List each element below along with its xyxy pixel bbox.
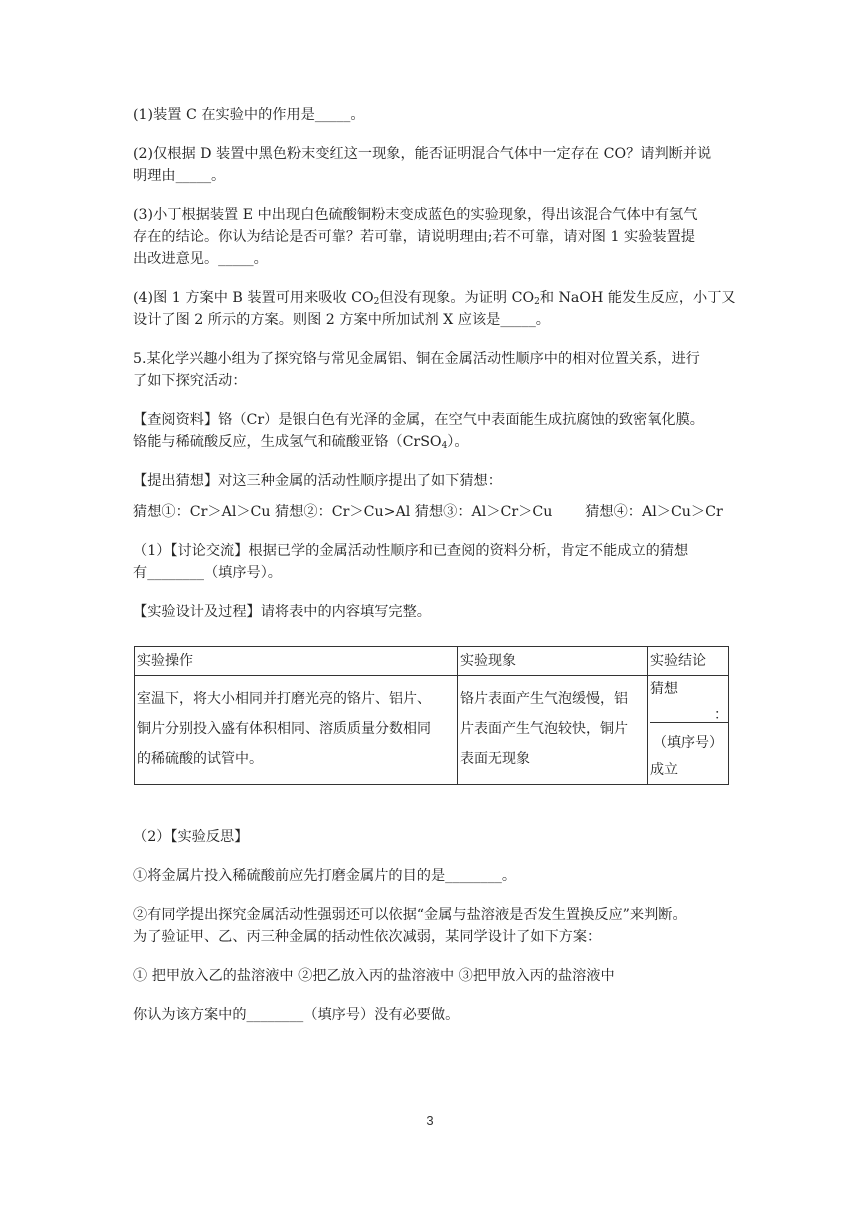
header-phenomenon: 实验现象: [458, 647, 648, 676]
discussion-line-2: 有________（填序号）。: [133, 565, 282, 581]
q4-text-a: (4)图 1 方案中 B 装置可用来吸收 CO: [133, 290, 374, 306]
table-row: [135, 676, 729, 785]
experiment-table: [134, 646, 729, 785]
header-operation: 实验操作: [135, 647, 458, 676]
plan-list: ① 把甲放入乙的盐溶液中 ②把乙放入丙的盐溶液中 ③把甲放入丙的盐溶液中: [133, 968, 615, 984]
hypothesis-title: 【提出猜想】对这三种金属的活动性顺序提出了如下猜想：: [133, 473, 502, 489]
phenomenon-line-3: 表面无现象: [460, 751, 530, 767]
question-3-line-2: 存在的结论。你认为结论是否可靠？若可靠，请说明理由;若不可靠，请对图 1 实验装置提: [133, 229, 695, 245]
phenomenon-cell: [458, 676, 648, 785]
conclusion-hypothesis: 猜想: [650, 681, 678, 697]
operation-cell: [135, 676, 458, 785]
question-1: (1)装置 C 在实验中的作用是_____。: [133, 107, 365, 123]
question-2-line-1: (2)仅根据 D 装置中黑色粉末变红这一现象，能否证明混合气体中一定存在 CO？请判断并说: [133, 146, 712, 162]
hypothesis-list: 猜想①：Cr＞Al＞Cu 猜想②：Cr＞Cu>Al 猜想③：Al＞Cr＞Cu 猜想④：Al＞Cu＞Cr: [133, 504, 723, 520]
info-subscript: 4: [441, 441, 448, 451]
info-line-1: 【查阅资料】铬（Cr）是银白色有光泽的金属，在空气中表面能生成抗腐蚀的致密氧化膜。: [133, 412, 704, 428]
reflection-1: ①将金属片投入稀硫酸前应先打磨金属片的目的是________。: [133, 868, 517, 884]
operation-line-3: 的稀硫酸的试管中。: [137, 751, 263, 767]
discussion-line-1: （1）【讨论交流】根据已学的金属活动性顺序和已查阅的资料分析，肯定不能成立的猜想: [133, 543, 689, 559]
phenomenon-text: [460, 676, 645, 774]
question-4-line-2: 设计了图 2 所示的方案。则图 2 方案中所加试剂 X 应该是_____。: [133, 312, 550, 328]
plan-question: 你认为该方案中的________（填序号）没有必要做。: [133, 1007, 460, 1023]
reflection-2-line-1: ②有同学提出探究金属活动性强弱还可以依据“金属与盐溶液是否发生置换反应”来判断。: [133, 907, 687, 923]
conclusion-colon: ：: [714, 707, 728, 723]
question-5-line-2: 了如下探究活动：: [133, 373, 247, 389]
page-number: 3: [426, 1113, 434, 1128]
q4-subscript-1: 2: [373, 297, 380, 307]
q4-text-b: 但没有现象。为证明 CO: [379, 290, 535, 306]
question-3-line-3: 出改进意见。_____。: [133, 251, 268, 267]
info-text-a: 铬能与稀硫酸反应，生成氢气和硫酸亚铬（CrSO: [133, 434, 442, 450]
question-2-line-2: 明理由_____。: [133, 168, 226, 184]
q4-subscript-2: 2: [534, 297, 540, 307]
conclusion-blank: [650, 707, 728, 723]
question-5-line-1: 5.某化学兴趣小组为了探究铬与常见金属铝、铜在金属活动性顺序中的相对位置关系，进行: [133, 351, 700, 367]
reflection-2-line-2: 为了验证甲、乙、丙三种金属的括动性依次减弱，某同学设计了如下方案：: [133, 929, 602, 945]
phenomenon-line-2: 片表面产生气泡较快，铜片: [460, 721, 628, 737]
reflection-title: （2）【实验反思】: [133, 829, 249, 845]
header-conclusion-label: 实验结论: [650, 653, 706, 669]
conclusion-fill-hint: （填序号）: [653, 735, 723, 751]
table-header-row: [135, 647, 729, 676]
operation-text: [137, 676, 455, 774]
q4-text-c: 和 NaOH 能发生反应，小丁又: [539, 290, 736, 306]
header-conclusion: [648, 647, 729, 676]
conclusion-holds: 成立: [650, 762, 678, 778]
info-line-2: [133, 431, 733, 457]
phenomenon-line-1: 铬片表面产生气泡缓慢，铝: [460, 691, 628, 707]
operation-line-1: 室温下，将大小相同并打磨光亮的铬片、铝片、: [137, 691, 431, 707]
design-title: 【实验设计及过程】请将表中的内容填写完整。: [133, 604, 431, 620]
conclusion-cell: [648, 676, 729, 785]
question-3-line-1: (3)小丁根据装置 E 中出现白色硫酸铜粉末变成蓝色的实验现象，得出该混合气体中有氢气: [133, 207, 698, 223]
info-text-b: ）。: [447, 434, 469, 450]
operation-line-2: 铜片分别投入盛有体积相同、溶质质量分数相同: [137, 721, 431, 737]
